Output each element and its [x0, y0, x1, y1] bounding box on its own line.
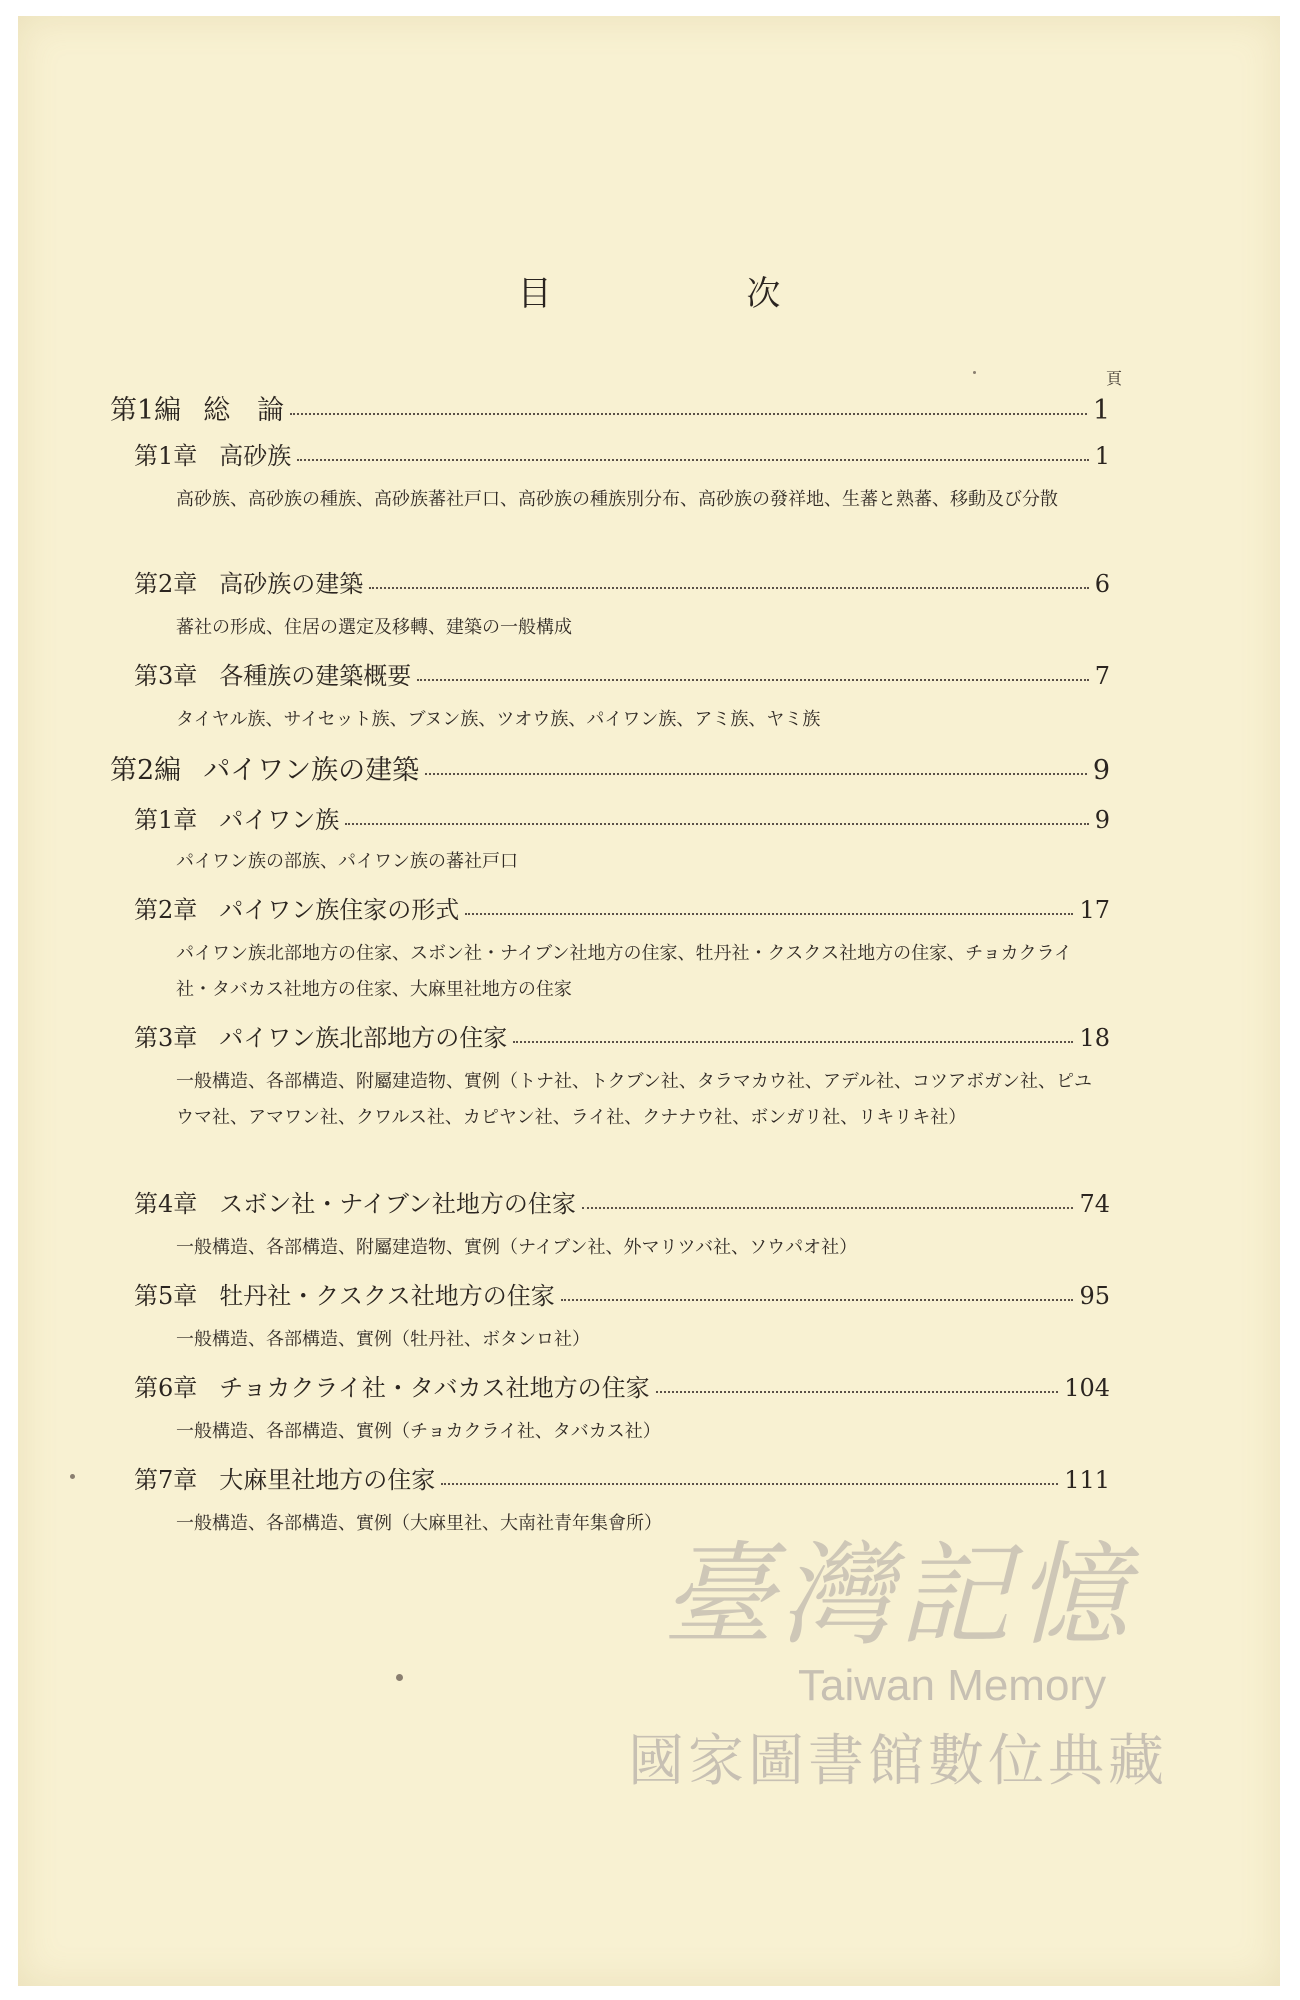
toc-page-number: 18 — [1079, 1024, 1110, 1052]
toc-chapter-number: 第3章 — [134, 1024, 198, 1052]
toc-chapter[interactable] — [134, 436, 1110, 471]
toc-chapter[interactable] — [134, 1368, 1110, 1403]
page-column-label: 頁 — [1106, 369, 1123, 388]
watermark-calligraphy: 臺灣記憶 — [662, 1531, 1134, 1661]
toc-page-number: 1 — [1094, 442, 1110, 470]
toc-chapter-title: 大麻里社地方の住家 — [219, 1466, 436, 1494]
toc-page-number: 9 — [1094, 806, 1110, 834]
dot-leader — [656, 1391, 1059, 1393]
toc-chapter[interactable] — [134, 656, 1110, 691]
dot-leader — [297, 459, 1088, 461]
dot-leader — [441, 1483, 1058, 1485]
toc-chapter[interactable] — [134, 1184, 1110, 1219]
toc-part-title: パイワン族の建築 — [203, 755, 420, 786]
document-page — [18, 16, 1280, 1986]
toc-chapter-description: パイワン族の部族、パイワン族の蕃社戸口 — [176, 851, 518, 872]
toc-page-number: 111 — [1064, 1466, 1110, 1494]
toc-chapter-title: 高砂族 — [219, 442, 292, 470]
dot-leader — [582, 1207, 1074, 1209]
toc-chapter[interactable] — [134, 1018, 1110, 1053]
dot-leader — [417, 679, 1088, 681]
toc-chapter-number: 第6章 — [134, 1374, 198, 1402]
toc-chapter-title: パイワン族住家の形式 — [219, 896, 460, 924]
toc-chapter-description: 一般構造、各部構造、實例（大麻里社、大南社青年集會所） — [176, 1513, 662, 1534]
toc-part[interactable] — [110, 388, 1110, 427]
toc-chapter-number: 第1章 — [134, 442, 198, 470]
paper-speck — [396, 1674, 403, 1681]
toc-chapter-number: 第7章 — [134, 1466, 198, 1494]
toc-chapter-number: 第5章 — [134, 1282, 198, 1310]
toc-chapter[interactable] — [134, 1276, 1110, 1311]
toc-chapter-description: 一般構造、各部構造、實例（牡丹社、ボタンロ社） — [176, 1329, 590, 1350]
toc-chapter-title: チョカクライ社・タバカス社地方の住家 — [219, 1374, 650, 1402]
toc-chapter-description: 高砂族、高砂族の種族、高砂族蕃社戸口、高砂族の種族別分布、高砂族の發祥地、生蕃と熟蕃、移動及び分散 — [176, 489, 1058, 510]
toc-chapter[interactable] — [134, 564, 1110, 599]
toc-chapter-description: 蕃社の形成、住居の選定及移轉、建築の一般構成 — [176, 617, 572, 638]
toc-chapter-description: 一般構造、各部構造、附屬建造物、實例（ナイブン社、外マリツバ社、ソウパオ社） — [176, 1237, 858, 1258]
toc-part-title: 総 論 — [203, 395, 285, 426]
dot-leader — [290, 413, 1087, 415]
toc-chapter[interactable] — [134, 890, 1110, 925]
toc-page-number: 104 — [1064, 1374, 1110, 1402]
toc-page-number: 95 — [1079, 1282, 1110, 1310]
toc-part-number: 第2編 — [110, 755, 182, 786]
toc-chapter-number: 第2章 — [134, 896, 198, 924]
dot-leader — [369, 587, 1088, 589]
paper-speck — [973, 371, 976, 374]
toc-chapter-title: スボン社・ナイブン社地方の住家 — [219, 1190, 576, 1218]
toc-chapter-number: 第3章 — [134, 662, 198, 690]
toc-page-number: 7 — [1094, 662, 1110, 690]
dot-leader — [345, 823, 1088, 825]
toc-chapter-number: 第4章 — [134, 1190, 198, 1218]
toc-page-number: 1 — [1092, 395, 1110, 426]
paper-speck — [70, 1474, 75, 1479]
toc-chapter-description: 一般構造、各部構造、實例（チョカクライ社、タバカス社） — [176, 1421, 661, 1442]
toc-chapter-number: 第1章 — [134, 806, 198, 834]
toc-page-number: 9 — [1092, 755, 1110, 786]
toc-part[interactable] — [110, 748, 1110, 787]
dot-leader — [465, 913, 1073, 915]
toc-chapter-number: 第2章 — [134, 570, 198, 598]
toc-chapter[interactable] — [134, 800, 1110, 835]
toc-chapter-title: 各種族の建築概要 — [219, 662, 412, 690]
watermark-english: Taiwan Memory — [798, 1661, 1107, 1710]
toc-page-number: 6 — [1094, 570, 1110, 598]
toc-part-number: 第1編 — [110, 395, 182, 426]
page-title: 目 次 — [517, 274, 873, 314]
toc-page-number: 17 — [1079, 896, 1110, 924]
dot-leader — [425, 773, 1087, 775]
toc-chapter[interactable] — [134, 1460, 1110, 1495]
toc-chapter-title: パイワン族 — [219, 806, 340, 834]
toc-chapter-description: タイヤル族、サイセット族、ブヌン族、ツオウ族、パイワン族、アミ族、ヤミ族 — [176, 709, 821, 730]
toc-chapter-description: パイワン族北部地方の住家、スボン社・ナイブン社地方の住家、牡丹社・クスクス社地方の住家、チョカクライ社・タバカス社地方の住家、大麻里社地方の住家 — [176, 943, 1073, 1000]
watermark-organization: 國家圖書館數位典藏 — [628, 1729, 1168, 1794]
toc-chapter-title: 牡丹社・クスクス社地方の住家 — [219, 1282, 555, 1310]
dot-leader — [561, 1299, 1074, 1301]
watermark — [578, 1506, 1218, 1836]
toc-page-number: 74 — [1079, 1190, 1110, 1218]
toc-chapter-title: パイワン族北部地方の住家 — [219, 1024, 508, 1052]
dot-leader — [513, 1041, 1073, 1043]
toc-chapter-title: 高砂族の建築 — [219, 570, 364, 598]
toc-chapter-description: 一般構造、各部構造、附屬建造物、實例（トナ社、トクブン社、タラマカウ社、アデル社、コツアボガン社、ピユウマ社、アマワン社、クワルス社、カピヤン社、ライ社、クナナウ社、ボンガリ社、リキリキ社） — [176, 1071, 1093, 1128]
